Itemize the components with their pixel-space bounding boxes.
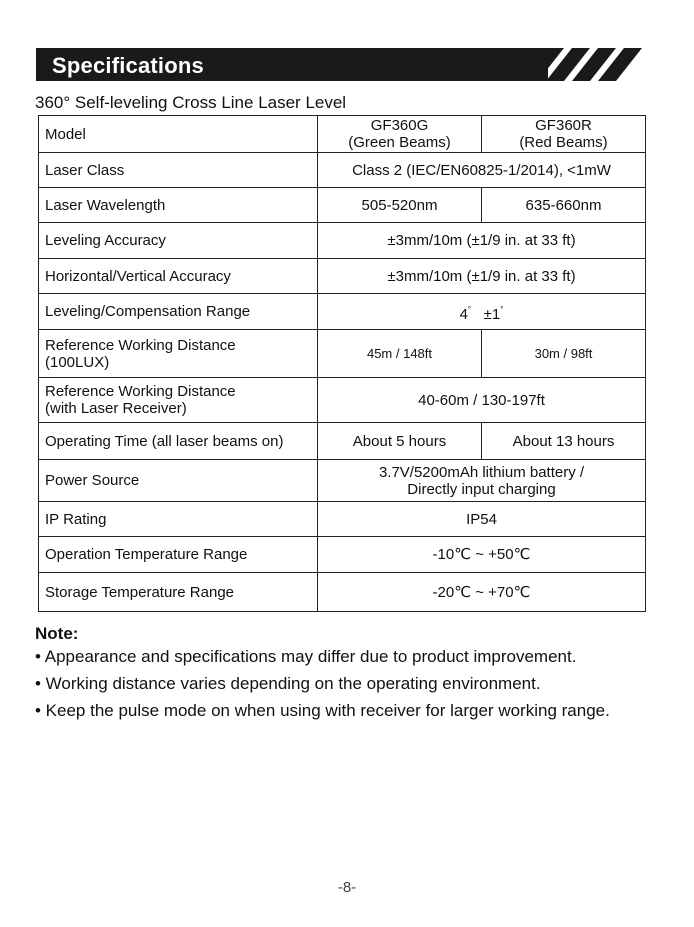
note-item: • Keep the pulse mode on when using with receiver for larger working range.: [35, 701, 610, 720]
table-row: [39, 502, 646, 537]
table-row: [39, 116, 646, 153]
power-source-line: 3.7V/5200mAh lithium battery /: [378, 463, 585, 481]
table-row: [39, 259, 646, 294]
row-label: Leveling/Compensation Range: [39, 294, 318, 330]
compensation-tolerance: ±1: [483, 305, 501, 323]
operating-time-green: About 5 hours: [318, 423, 482, 460]
degree-symbol: °: [500, 304, 504, 314]
row-label-line: (with Laser Receiver): [45, 400, 187, 417]
leveling-accuracy-value: ±3mm/10m (±1/9 in. at 33 ft): [318, 223, 646, 259]
model-red-cell: [482, 116, 646, 153]
product-subtitle: 360° Self-leveling Cross Line Laser Level: [35, 93, 347, 112]
wavelength-green: 505-520nm: [318, 188, 482, 223]
model-green-desc: (Green Beams): [348, 134, 451, 151]
table-row: [39, 223, 646, 259]
row-label: Operating Time (all laser beams on): [39, 423, 318, 460]
power-source-line: Directly input charging: [407, 480, 556, 498]
notes-section: [35, 624, 675, 727]
page-title: Specifications: [52, 53, 204, 78]
degree-symbol: °: [467, 304, 472, 314]
model-red-desc: (Red Beams): [519, 134, 608, 151]
hv-accuracy-value: ±3mm/10m (±1/9 in. at 33 ft): [318, 259, 646, 294]
row-label: Horizontal/Vertical Accuracy: [39, 259, 318, 294]
table-row: [39, 573, 646, 612]
table-row: [39, 294, 646, 330]
operating-time-red: About 13 hours: [482, 423, 646, 460]
compensation-num: 4: [459, 305, 468, 323]
page-number: -8-: [337, 879, 357, 896]
notes-title: Note:: [35, 624, 79, 643]
row-label-line: (100LUX): [45, 353, 110, 371]
row-label-line: Reference Working Distance: [45, 336, 236, 354]
row-label: Model: [39, 116, 318, 153]
table-row: [39, 378, 646, 423]
table-row: [39, 537, 646, 573]
wavelength-red: 635-660nm: [482, 188, 646, 223]
table-row: [39, 460, 646, 502]
row-label: Laser Class: [39, 153, 318, 188]
model-red-name: GF360R: [535, 117, 592, 134]
storage-temp-value: -20℃ ~ +70℃: [318, 573, 646, 612]
table-row: [39, 153, 646, 188]
row-label: Power Source: [39, 460, 318, 502]
ref-distance-lux-red: 30m / 98ft: [482, 330, 646, 378]
power-source-value: [318, 460, 646, 502]
row-label-line: Reference Working Distance: [45, 383, 236, 400]
row-label: [39, 330, 318, 378]
compensation-range-value: [318, 294, 646, 330]
row-label: Laser Wavelength: [39, 188, 318, 223]
laser-class-value: Class 2 (IEC/EN60825-1/2014), <1mW: [318, 153, 646, 188]
table-row: [39, 330, 646, 378]
row-label: Storage Temperature Range: [39, 573, 318, 612]
row-label: [39, 378, 318, 423]
model-green-cell: [318, 116, 482, 153]
row-label: Leveling Accuracy: [39, 223, 318, 259]
table-row: [39, 188, 646, 223]
note-item: • Working distance varies depending on the operating environment.: [35, 674, 541, 693]
model-green-name: GF360G: [370, 117, 429, 134]
row-label: Operation Temperature Range: [39, 537, 318, 573]
ref-distance-lux-green: 45m / 148ft: [318, 330, 482, 378]
note-item: • Appearance and specifications may differ due to product improvement.: [35, 647, 577, 666]
operation-temp-value: -10℃ ~ +50℃: [318, 537, 646, 573]
row-label: IP Rating: [39, 502, 318, 537]
specifications-table: [38, 115, 646, 612]
ref-distance-receiver-value: 40-60m / 130-197ft: [318, 378, 646, 423]
table-row: [39, 423, 646, 460]
ip-rating-value: IP54: [318, 502, 646, 537]
header-stripes-decoration: [520, 48, 650, 81]
